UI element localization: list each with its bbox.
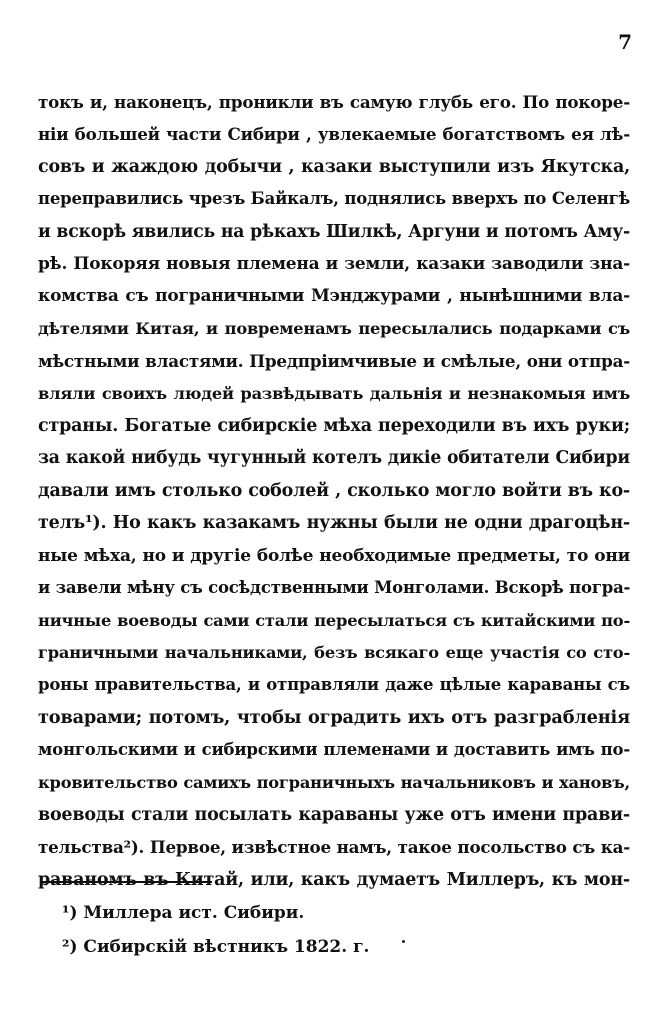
text-line: граничными начальниками, безъ всякаго еще участія со сто- bbox=[38, 642, 630, 662]
footnote-divider bbox=[40, 881, 212, 883]
text-line: воеводы стали посылать караваны уже отъ имени прави- bbox=[38, 804, 630, 825]
text-line: роны правительства, и отправляли даже цѣлые караваны съ bbox=[38, 675, 630, 695]
footnote-2: ²) Сибирскій вѣстникъ 1822. г. bbox=[62, 937, 370, 957]
text-line: переправились чрезъ Байкалъ, поднялись вверхъ по Селенгѣ bbox=[38, 189, 630, 209]
body-text bbox=[38, 86, 630, 896]
text-line: вляли своихъ людей развѣдывать дальнія и незнакомыя имъ bbox=[38, 383, 630, 403]
text-line: рѣ. Покоряя новыя племена и земли, казаки заводили зна- bbox=[38, 254, 630, 275]
footnote-1: ¹) Миллера ист. Сибири. bbox=[62, 903, 305, 923]
text-line: кровительство самихъ пограничныхъ начальниковъ и хановъ, bbox=[38, 772, 630, 792]
text-line: тельства²). Первое, извѣстное намъ, такое посольство съ ка- bbox=[38, 837, 630, 858]
text-line: ные мѣха, но и другіе болѣе необходимые предметы, то они bbox=[38, 545, 630, 566]
text-line: токъ и, наконецъ, проникли въ самую глубь его. По покоре- bbox=[38, 92, 630, 112]
text-line: монгольскими и сибирскими племенами и доставить имъ по- bbox=[38, 740, 630, 760]
text-line: совъ и жаждою добычи , казаки выступили изъ Якутска, bbox=[38, 156, 630, 177]
text-line: ничные воеводы сами стали пересылаться съ китайскими по- bbox=[38, 610, 630, 630]
text-line: и вскорѣ явились на рѣкахъ Шилкѣ, Аргуни и потомъ Аму- bbox=[38, 221, 630, 242]
text-line: раваномъ въ Китай, или, какъ думаетъ Миллеръ, къ мон- bbox=[38, 869, 630, 890]
text-line: мѣстными властями. Предпріимчивые и смѣлые, они отпра- bbox=[38, 351, 630, 372]
page-number: 7 bbox=[618, 30, 632, 54]
text-line: комства съ пограничными Мэнджурами , нынѣшними вла- bbox=[38, 286, 630, 307]
text-line: ніи большей части Сибири , увлекаемые богатствомъ ея лѣ- bbox=[38, 124, 630, 145]
text-line: страны. Богатые сибирскіе мѣха переходили въ ихъ руки; bbox=[38, 416, 630, 437]
text-line: дѣтелями Китая, и повременамъ пересылались подарками съ bbox=[38, 318, 630, 338]
text-line: за какой нибудь чугунный котелъ дикіе обитатели Сибири bbox=[38, 448, 630, 469]
print-speck bbox=[402, 940, 405, 943]
text-line: товарами; потомъ, чтобы оградить ихъ отъ разграбленія bbox=[38, 706, 630, 728]
footnotes bbox=[62, 896, 622, 964]
text-line: телъ¹). Но какъ казакамъ нужны были не одни драгоцѣн- bbox=[38, 513, 630, 534]
text-line: и завели мѣну съ сосѣдственными Монголами. Вскорѣ погра- bbox=[38, 578, 631, 598]
text-line: давали имъ столько соболей , сколько могло войти въ ко- bbox=[38, 480, 630, 501]
